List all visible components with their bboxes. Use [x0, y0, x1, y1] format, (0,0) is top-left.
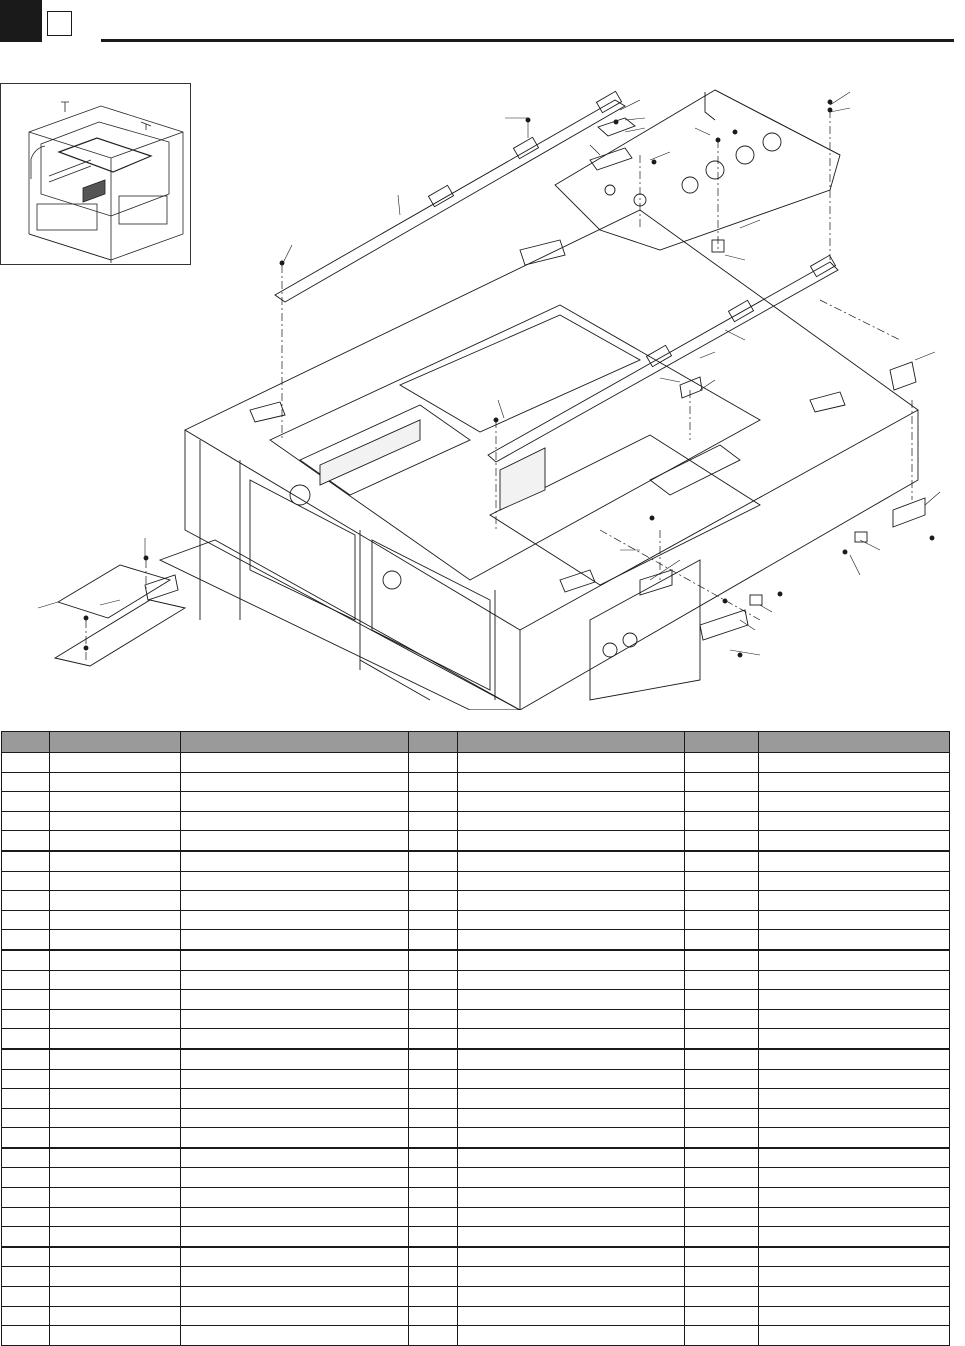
table-cell [685, 1009, 759, 1029]
table-cell [409, 1108, 458, 1128]
table-cell [2, 1326, 50, 1346]
table-cell [409, 1089, 458, 1109]
table-cell [181, 1148, 409, 1168]
upper-linear-rail [275, 100, 625, 302]
table-cell [458, 1287, 685, 1307]
table-cell [458, 831, 685, 851]
table-cell [2, 1168, 50, 1188]
table-row [2, 871, 950, 891]
table-cell [685, 1267, 759, 1287]
table-cell [409, 950, 458, 970]
table-cell [2, 1029, 50, 1049]
table-cell [458, 851, 685, 871]
table-cell [50, 851, 181, 871]
col-header-part-number [50, 732, 181, 753]
table-cell [409, 891, 458, 911]
table-cell [685, 1287, 759, 1307]
table-cell [2, 930, 50, 950]
table-cell [409, 772, 458, 792]
table-row [2, 1306, 950, 1326]
table-cell [50, 1089, 181, 1109]
table-row [2, 1089, 950, 1109]
table-row [2, 811, 950, 831]
table-row [2, 950, 950, 970]
table-cell [409, 1306, 458, 1326]
table-cell [409, 1029, 458, 1049]
table-cell [458, 871, 685, 891]
table-cell [685, 1168, 759, 1188]
table-row [2, 1188, 950, 1208]
table-cell [759, 1247, 950, 1267]
table-cell [759, 970, 950, 990]
table-cell [685, 1128, 759, 1148]
table-cell [759, 772, 950, 792]
table-cell [685, 950, 759, 970]
table-cell [685, 851, 759, 871]
table-row [2, 1227, 950, 1247]
table-cell [458, 1108, 685, 1128]
table-cell [2, 753, 50, 773]
table-cell [181, 1069, 409, 1089]
table-cell [685, 891, 759, 911]
table-cell [458, 1227, 685, 1247]
table-row [2, 910, 950, 930]
table-cell [181, 1128, 409, 1148]
table-cell [759, 1207, 950, 1227]
table-cell [2, 772, 50, 792]
frame-left-side [185, 430, 520, 710]
table-cell [2, 1306, 50, 1326]
table-cell [2, 990, 50, 1010]
table-cell [685, 1227, 759, 1247]
table-cell [458, 950, 685, 970]
table-row [2, 1069, 950, 1089]
table-cell [759, 1069, 950, 1089]
table-cell [759, 1148, 950, 1168]
table-cell [409, 811, 458, 831]
table-cell [50, 811, 181, 831]
table-row [2, 970, 950, 990]
table-cell [685, 970, 759, 990]
table-cell [2, 1227, 50, 1247]
table-row [2, 1326, 950, 1346]
table-cell [2, 1108, 50, 1128]
table-cell [759, 1089, 950, 1109]
table-cell [181, 1247, 409, 1267]
table-row [2, 1148, 950, 1168]
frame-top-deck [185, 210, 918, 630]
parts-table-header-row [2, 732, 950, 753]
table-cell [409, 1188, 458, 1208]
table-cell [50, 1108, 181, 1128]
table-cell [458, 930, 685, 950]
table-cell [2, 1069, 50, 1089]
table-row [2, 1247, 950, 1267]
table-cell [458, 1168, 685, 1188]
table-cell [759, 891, 950, 911]
col-header-specification [458, 732, 685, 753]
table-cell [2, 910, 50, 930]
table-cell [181, 871, 409, 891]
table-cell [685, 1188, 759, 1208]
table-cell [50, 1128, 181, 1148]
exploded-assembly-diagram [0, 60, 965, 710]
table-cell [458, 1306, 685, 1326]
table-cell [181, 930, 409, 950]
table-cell [50, 891, 181, 911]
table-cell [409, 1267, 458, 1287]
table-cell [685, 871, 759, 891]
table-row [2, 1207, 950, 1227]
table-cell [2, 1188, 50, 1208]
table-cell [50, 831, 181, 851]
table-cell [409, 1148, 458, 1168]
table-cell [458, 910, 685, 930]
table-row [2, 1108, 950, 1128]
table-cell [409, 1069, 458, 1089]
table-cell [685, 910, 759, 930]
table-cell [181, 1326, 409, 1346]
table-cell [685, 1247, 759, 1267]
header-rule [101, 39, 954, 42]
table-cell [685, 1049, 759, 1069]
table-cell [458, 1009, 685, 1029]
table-cell [409, 1168, 458, 1188]
table-cell [685, 753, 759, 773]
table-cell [2, 970, 50, 990]
table-cell [685, 1148, 759, 1168]
table-cell [181, 851, 409, 871]
table-cell [50, 753, 181, 773]
table-cell [685, 930, 759, 950]
table-cell [759, 910, 950, 930]
table-cell [181, 1287, 409, 1307]
table-cell [50, 1306, 181, 1326]
table-row [2, 1029, 950, 1049]
table-cell [759, 1049, 950, 1069]
table-cell [685, 1326, 759, 1346]
table-cell [2, 1207, 50, 1227]
table-cell [50, 930, 181, 950]
table-cell [50, 1267, 181, 1287]
table-cell [50, 871, 181, 891]
table-cell [181, 1089, 409, 1109]
table-cell [181, 891, 409, 911]
table-row [2, 772, 950, 792]
table-cell [50, 1207, 181, 1227]
col-header-description [181, 732, 409, 753]
table-row [2, 1287, 950, 1307]
table-cell [409, 851, 458, 871]
table-cell [458, 1029, 685, 1049]
table-cell [409, 753, 458, 773]
table-cell [685, 1089, 759, 1109]
table-cell [759, 1188, 950, 1208]
table-cell [2, 871, 50, 891]
table-cell [685, 1029, 759, 1049]
table-cell [181, 1267, 409, 1287]
table-cell [181, 910, 409, 930]
table-cell [2, 811, 50, 831]
table-cell [685, 1306, 759, 1326]
table-cell [759, 851, 950, 871]
table-cell [409, 1287, 458, 1307]
table-cell [409, 871, 458, 891]
section-tab-marker [0, 0, 42, 42]
table-cell [759, 950, 950, 970]
table-cell [181, 1306, 409, 1326]
table-cell [50, 1168, 181, 1188]
table-cell [458, 1128, 685, 1148]
table-cell [181, 772, 409, 792]
table-cell [409, 910, 458, 930]
table-cell [458, 1207, 685, 1227]
table-cell [2, 792, 50, 812]
table-cell [759, 871, 950, 891]
table-cell [759, 1227, 950, 1247]
table-cell [2, 1049, 50, 1069]
table-cell [759, 811, 950, 831]
parts-list-table [1, 731, 950, 1346]
table-row [2, 930, 950, 950]
table-cell [458, 1247, 685, 1267]
table-cell [685, 990, 759, 1010]
table-cell [181, 970, 409, 990]
table-cell [759, 831, 950, 851]
table-cell [50, 1326, 181, 1346]
table-cell [181, 1227, 409, 1247]
table-cell [181, 1108, 409, 1128]
table-row [2, 1049, 950, 1069]
table-row [2, 1168, 950, 1188]
table-cell [759, 1326, 950, 1346]
table-cell [759, 1267, 950, 1287]
section-code-box [47, 11, 72, 36]
table-cell [409, 1326, 458, 1346]
table-cell [409, 1207, 458, 1227]
table-cell [181, 811, 409, 831]
table-cell [409, 1049, 458, 1069]
table-cell [759, 1306, 950, 1326]
table-cell [759, 1009, 950, 1029]
table-cell [458, 792, 685, 812]
table-cell [181, 990, 409, 1010]
table-cell [458, 990, 685, 1010]
table-cell [759, 930, 950, 950]
table-cell [2, 1267, 50, 1287]
table-cell [759, 1108, 950, 1128]
table-cell [409, 970, 458, 990]
table-cell [181, 1029, 409, 1049]
table-cell [458, 1188, 685, 1208]
table-cell [685, 1108, 759, 1128]
table-cell [181, 1049, 409, 1069]
table-cell [685, 792, 759, 812]
table-cell [2, 1247, 50, 1267]
table-row [2, 990, 950, 1010]
table-cell [181, 792, 409, 812]
table-cell [181, 1009, 409, 1029]
table-cell [181, 950, 409, 970]
col-header-no [2, 732, 50, 753]
table-cell [458, 772, 685, 792]
table-cell [181, 831, 409, 851]
table-cell [50, 910, 181, 930]
table-row [2, 1267, 950, 1287]
table-cell [2, 1287, 50, 1307]
table-cell [409, 930, 458, 950]
table-row [2, 1009, 950, 1029]
frame-right-side [520, 410, 918, 710]
table-cell [458, 1069, 685, 1089]
table-cell [458, 811, 685, 831]
table-cell [759, 990, 950, 1010]
table-row [2, 831, 950, 851]
table-cell [685, 1207, 759, 1227]
table-cell [50, 990, 181, 1010]
table-cell [759, 1168, 950, 1188]
table-cell [181, 1207, 409, 1227]
table-cell [458, 1326, 685, 1346]
table-cell [409, 1128, 458, 1148]
table-cell [2, 1009, 50, 1029]
table-cell [409, 1247, 458, 1267]
table-cell [685, 1069, 759, 1089]
table-cell [181, 753, 409, 773]
table-cell [181, 1168, 409, 1188]
table-cell [50, 772, 181, 792]
table-cell [2, 831, 50, 851]
table-cell [759, 792, 950, 812]
table-cell [2, 851, 50, 871]
table-row [2, 891, 950, 911]
table-cell [409, 831, 458, 851]
table-cell [409, 1009, 458, 1029]
table-cell [50, 1188, 181, 1208]
table-cell [458, 970, 685, 990]
table-cell [458, 1089, 685, 1109]
table-cell [2, 1148, 50, 1168]
table-cell [2, 1089, 50, 1109]
table-cell [458, 753, 685, 773]
table-row [2, 792, 950, 812]
table-cell [50, 1148, 181, 1168]
table-cell [50, 970, 181, 990]
table-cell [759, 1128, 950, 1148]
table-cell [409, 792, 458, 812]
table-cell [50, 1009, 181, 1029]
table-cell [458, 1267, 685, 1287]
table-cell [2, 891, 50, 911]
table-row [2, 1128, 950, 1148]
table-cell [685, 772, 759, 792]
table-cell [759, 1029, 950, 1049]
front-cover-plate [58, 565, 170, 618]
table-row [2, 851, 950, 871]
table-cell [685, 831, 759, 851]
table-cell [409, 1227, 458, 1247]
table-cell [50, 792, 181, 812]
table-cell [50, 1069, 181, 1089]
table-cell [409, 990, 458, 1010]
table-cell [2, 950, 50, 970]
col-header-remarks [759, 732, 950, 753]
table-cell [759, 1287, 950, 1307]
table-cell [2, 1128, 50, 1148]
table-cell [458, 1148, 685, 1168]
table-cell [685, 811, 759, 831]
table-cell [50, 950, 181, 970]
col-header-code [685, 732, 759, 753]
table-cell [50, 1287, 181, 1307]
lower-linear-rail [488, 262, 838, 462]
table-cell [50, 1049, 181, 1069]
table-cell [50, 1247, 181, 1267]
table-cell [50, 1227, 181, 1247]
table-cell [181, 1188, 409, 1208]
table-cell [458, 1049, 685, 1069]
table-cell [50, 1029, 181, 1049]
table-row [2, 753, 950, 773]
parts-table-body [2, 753, 950, 1346]
table-cell [458, 891, 685, 911]
table-cell [759, 753, 950, 773]
col-header-qty [409, 732, 458, 753]
front-base-plate [55, 600, 185, 666]
